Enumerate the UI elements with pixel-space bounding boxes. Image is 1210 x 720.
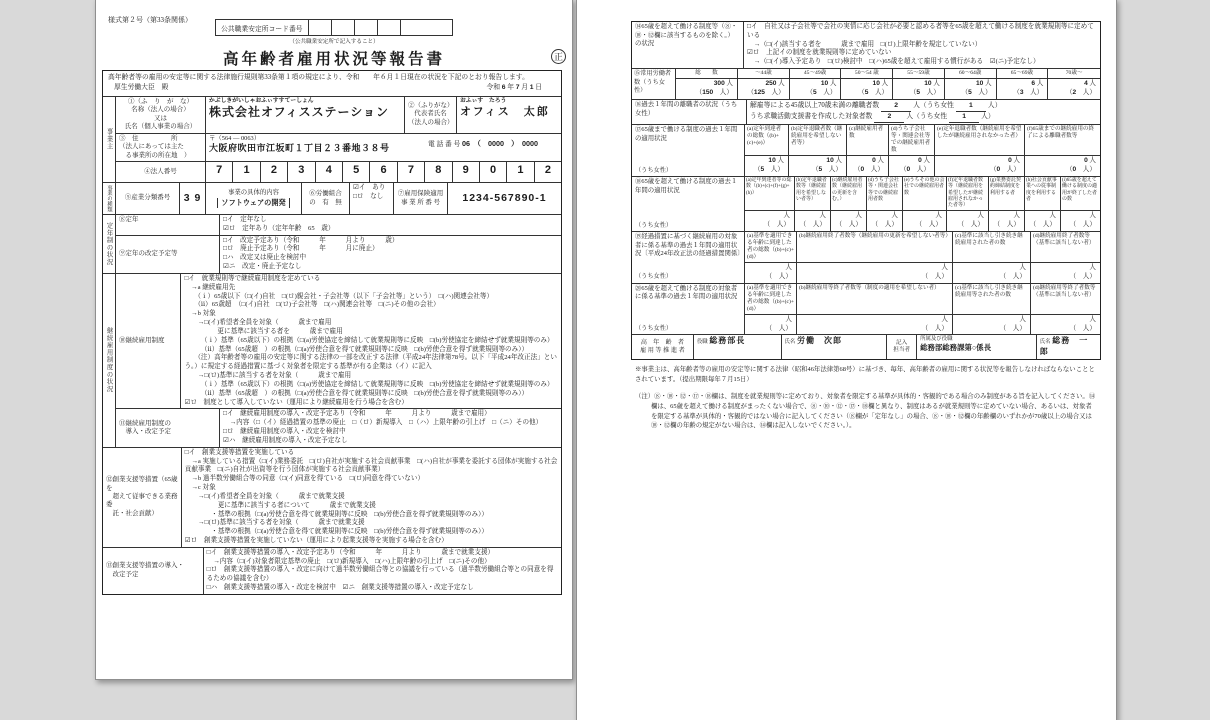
main-form-right [631, 21, 1101, 360]
stat-cell: 10 人 （5 人） [945, 78, 997, 99]
representative-name: オフィス 太郎 [460, 106, 550, 119]
stat-cell-blank: 人 （ 人） [989, 210, 1025, 231]
representative-furigana: おふぃす たろう [460, 97, 507, 104]
date-year-unit: 年 [507, 83, 515, 91]
office-code-note: （公共職業安定所で記入すること） [289, 39, 379, 45]
stat-cell-blank: 人 （ 人） [745, 210, 795, 231]
company-name: 株式会社オフィスステーション [209, 105, 389, 120]
instruction-note: （注）⑧・⑩・⑫・⑰・⑱欄は、制度を就業規則等に定めており、対象者を限定する基準が具体的・客観的である場合のみ制度がある旨を記入してください。⑭欄は、65歳を超えて働ける制度がまったくない場合で、⑧・⑩・⑫・⑰・⑱欄と異なり、制度はあるが就業規則等に定めていない場合、あるいは、対象者を限定する基準が具体的・客観的ではない場合に記入してください（⑧欄が「定年なし」の場合、⑧・⑩・⑫欄の年齢欄のいずれかが70歳以上の場合又は⑩・⑫欄の年齢の規定がない場合は、⑭欄は記入しないでください。）。 [635, 393, 1096, 430]
business-detail-label: 事業の具体的内容 [227, 189, 280, 197]
checkbox-line: ・基準の根拠（□(a)労使合意を得て就業規則等に反映 □(b)労使合意を得ず就業規則等のみ）） [184, 510, 488, 518]
checkbox-line: →□(ロ)基準に該当する者を対象（ 歳まで就業支援 [184, 519, 365, 527]
corporate-number-digit: 2 [261, 162, 288, 182]
field13-options [204, 548, 561, 594]
name-label: 氏名 [784, 339, 796, 346]
field8-options [220, 215, 561, 235]
field18-section [632, 176, 1100, 231]
promoter-name: 労働 次郎 [797, 336, 843, 346]
startup-support-plan-section [103, 547, 561, 594]
promoter-label: 高 年 齢 者 雇 用 等 推 進 者 [632, 335, 694, 359]
main-form-left [102, 70, 562, 595]
checkbox-line: →（□(イ)該当する者を 歳まで雇用 □(ロ)上限年齢を規定していない） [746, 40, 982, 48]
checkbox-line: →（□(イ)導入予定あり □(ロ)検討中 □(ハ)65歳を超えて雇用する慣行がある ☑(ニ)予定なし） [746, 58, 1040, 66]
field14-section [632, 22, 1100, 68]
checkbox-line: □イ 就業規則等で継続雇用制度を定めている [184, 274, 321, 282]
union-option-no: □ロ なし [353, 192, 384, 200]
checkbox-line: ☑ロ 定年あり（定年年齢 65 歳） [223, 224, 335, 232]
field19-label: ⑲経過措置に基づく継続雇用の対象者に係る基準の過去１年間の適用状況〔平成24年改正法の経過措置関係〕 （うち女性） [632, 232, 745, 283]
field17-table [745, 125, 1100, 176]
declaration-line: 高年齢者等の雇用の安定等に関する法律施行規則第33条第１項の規定により、令和 年６月１日現在の状況を下記のとおり報告します。 [108, 74, 529, 81]
col-header: 60～64歳 [945, 69, 997, 78]
field16-section [632, 99, 1100, 124]
postal-code: 〒（564 ― 0063） [209, 134, 261, 142]
office-code-cell [331, 20, 354, 35]
corporate-number-digit: 1 [507, 162, 534, 182]
union-options [350, 183, 394, 214]
separation-line2: うち求職活動支援書を作成した対象者数 2 人（うち女性 1 人） [750, 112, 1097, 123]
col-header: 総 数 [676, 69, 738, 78]
stat-cell: 6 人 （3 人） [997, 78, 1049, 99]
obligation-note: ※事業主は、高年齢者等の雇用の安定等に関する法律（昭和46年法律第68号）に基づき、毎年、高年齢者の雇用に関する状況等を報告しなければならないこととされています。（提出期限毎年７月15日） [635, 366, 1095, 383]
report-date [486, 83, 542, 93]
recorder-dept: 総務部総務課第○係長 [920, 342, 992, 352]
col-header: (h)社会貢献事業への従事制度を利用する者 [1025, 177, 1061, 210]
checkbox-line: □ロ 継続雇用制度の導入・改定を検討中 [223, 428, 346, 436]
business-detail-value: ソフトウェアの開発 [217, 198, 289, 207]
checkbox-line: ☑ロ 制度として導入していない（運用により継続雇用を行う場合を含む） [184, 398, 408, 406]
dept-label: 所属及び役職 [920, 336, 953, 343]
field6-label: ⑥労働組合 の 有 無 [302, 183, 350, 214]
field10-options [181, 274, 561, 408]
form-title: 高年齢者雇用状況等報告書 [222, 51, 445, 68]
field13-label: ⑬創業支援等措置の導入・ 改定予定 [103, 548, 204, 594]
field16-content [747, 100, 1100, 124]
date-month-unit: 月 [521, 83, 529, 91]
checkbox-line: ☑ニ 改定・廃止予定なし [223, 263, 302, 271]
promoter-post-cell [694, 335, 782, 359]
phone-cell [408, 135, 558, 155]
office-code-cell [354, 20, 377, 35]
field14-options [744, 22, 1100, 68]
stat-cell: 0 人 （0 人） [847, 155, 889, 176]
female-sublabel: （うち女性） [635, 166, 673, 174]
checkbox-line: →内容（□（イ）経過措置の基準の廃止 □（ロ）新規導入 □（ハ）上限年齢の引上げ □（ニ）その他） [223, 419, 543, 427]
col-header: (a)基準を適用できる年齢に到達した者の総数（(b)+(c)+(d)） [745, 284, 797, 314]
field5-label: ⑤産業分類番号 [116, 183, 180, 214]
field9-label: ⑨定年の改定予定等 [116, 236, 220, 273]
checkbox-line: ☑ロ 上記イの制度を就業規則等に定めていない [746, 49, 892, 57]
stat-cell-blank: 人 （ 人） [1061, 210, 1100, 231]
col-header: (a)定年到達者の総数（(b)+(c)+(e)） [745, 125, 789, 155]
business-detail-cell [206, 183, 302, 214]
checkbox-line: □イ 改定予定あり（令和 年 月より 歳） [223, 236, 399, 244]
promoter-name-cell [782, 335, 888, 359]
checkbox-line: （ｉ）65歳以下（□(イ)自社 □(ロ)親会社・子会社等（以下「子会社等」という） □(ハ)関連会社等） [184, 292, 494, 300]
phone-number: 06 （ 0000 ） 0000 [462, 139, 538, 149]
corporate-number-digit: 8 [425, 162, 452, 182]
text-line: 更に基準に該当する者を 歳まで雇用 [184, 327, 343, 335]
field15-label: ⑮常用労働者数（うち女性） [632, 69, 676, 99]
col-header: (c)基準に該当し引き続き継続雇用等された者の数 [953, 284, 1031, 314]
phone-label: 電 話 番 号 [428, 141, 461, 149]
col-header: (c)基準に該当し引き続き継続雇用された者の数 [953, 232, 1031, 262]
col-header: (g)業務委託契約締結制度を利用する者 [989, 177, 1025, 210]
checkbox-line: □ロ 創業支援等措置の導入・改定に向けて過半数労働組合等との協議を行っている（過半数労働組合等との同意を得るための協議を含む） [206, 566, 554, 583]
corporate-number-digit: 6 [370, 162, 397, 182]
continued-employment-section [103, 273, 561, 447]
stat-cell: 250 人 （125 人） [738, 78, 790, 99]
field4-label: ④法人番号 [116, 162, 206, 182]
col-header: (d)継続雇用終了者数等（基準に該当しない者） [1033, 233, 1095, 247]
col-header: (b)継続雇用等終了者数等（制度の適用を希望しない者） [797, 284, 953, 314]
checkbox-line: →□(イ)希望者全員を対象（ 歳まで雇用 [184, 319, 332, 327]
checkbox-line: □イ 創業支援等措置を実施している [184, 448, 295, 456]
checkbox-line: □イ 自社又は子会社等で会社の実情に応じ会社が必要と認める者等を65歳を超えて働ける制度を就業規則等に定めている [746, 23, 1094, 39]
text-line: →b 対象 [184, 310, 216, 318]
field9-options [220, 236, 561, 273]
company-name-cell [206, 97, 405, 133]
stat-cell: 10 人 （5 人） [893, 78, 945, 99]
field12-options [182, 448, 561, 547]
checkbox-line: （ⅱ）65歳超 （□(イ)自社 □(ロ)子会社等 □(ハ)関連会社等 □(ニ)その他の会社） [184, 301, 440, 309]
startup-support-section [103, 447, 561, 547]
field14-label: ⑭65歳を超えて働ける制度等（⑧・⑩・⑫欄に該当するものを除く。）の状況 [632, 22, 744, 68]
corporate-number-digit: 7 [206, 162, 233, 182]
field15-section [632, 68, 1100, 99]
checkbox-line: ・基準の根拠（□(a)労使合意を得て就業規則等に反映 □(b)労使合意を得ず就業規則等のみ）） [184, 528, 488, 536]
report-page-2 [576, 0, 1117, 720]
field19-table [745, 232, 1100, 283]
field2-label: ②（ふりがな） 代表者氏名 （法人の場合） [405, 97, 457, 133]
field11-label: ⑪継続雇用制度の 導入・改定予定 [116, 409, 220, 446]
field12-label: ⑫創業支援等措置（65歳を 超えて従事できる業務委 託・社会貢献） [103, 448, 182, 547]
stat-cell-blank: 人 （ 人） [953, 314, 1031, 335]
female-sublabel: （うち女性） [635, 221, 673, 229]
date-day-unit: 日 [535, 83, 542, 91]
col-header: (d)うち子会社等・関連会社等での継続雇用者数 [867, 177, 903, 210]
field17-label: ⑰65歳まで働ける制度の過去１年間の適用状況 （うち女性） [632, 125, 745, 176]
field11-options [220, 409, 561, 446]
field1-label: ①（ふ り が な） 名称（法人の場合） 又は 氏名（個人事業の場合） [116, 97, 206, 133]
stat-cell-blank: 人 （ 人） [795, 210, 831, 231]
col-header: (b)継続雇用終了者数等（継続雇用の更新を希望しない者等） [797, 232, 953, 262]
col-header: (c)継続雇用者数（継続雇用の更新を含む。） [831, 177, 867, 210]
stat-cell: 10 人 （5 人） [789, 155, 847, 176]
col-header: (d)うち子会社等・関連会社等での継続雇用者数 [889, 125, 935, 155]
date-month: 7 [515, 83, 520, 91]
col-header: 50～54 歳 [841, 69, 893, 78]
checkbox-line: （ⅱ）基準（65歳超 ）の根拠（□(a)労使合意を得て就業規則等に反映 □(b)労使合意を得ず就業規則等のみ）） [184, 345, 529, 353]
stat-cell: 300 人 （150 人） [676, 78, 738, 99]
field3-label: ③ 住 所 （法人にあっては主た る事業所の所在地 ） [116, 134, 206, 161]
industry-class-number: 3 9 [180, 183, 206, 214]
checkbox-line: ☑ハ 継続雇用制度の導入・改定予定なし [223, 436, 348, 444]
corporate-number-digit: 2 [544, 164, 551, 176]
col-header: (f)65歳までの継続雇用の終了による離職者数等 [1027, 126, 1095, 140]
field18-table [745, 177, 1100, 231]
col-header: (d)継続雇用等終了者数等（基準に該当しない者） [1033, 284, 1096, 298]
col-header: (a)定年到達者等の総数（(b)+(c)+(f)+(g)+(h)） [745, 177, 795, 210]
col-header: (i)65歳を超えて働ける制度の適用が終了した者の数 [1062, 178, 1098, 202]
field10-label: ⑩継続雇用制度 [116, 274, 181, 408]
office-code-cell [308, 20, 331, 35]
corporate-number-digit: 1 [233, 162, 260, 182]
stat-cell: 0 人 （0 人） [889, 155, 935, 176]
checkbox-line: □イ 創業支援等措置の導入・改定予定あり（令和 年 月より 歳まで就業支援） [206, 548, 495, 556]
col-header: (e)うちその他の会社での継続雇用者数 [903, 177, 947, 210]
stat-cell-blank: 人 （ 人） [947, 210, 989, 231]
checkbox-line: □ハ 創業支援等措置の導入・改定を検討中 ☑ニ 創業支援等措置の導入・改定予定なし [206, 584, 474, 592]
field20-label: ⑳65歳を超えて働ける制度の対象者に係る基準の過去１年間の適用状況 （うち女性） [632, 284, 745, 335]
name-label: 氏名 [1039, 339, 1051, 346]
employer-section [103, 96, 561, 182]
col-header: ～44歳 [738, 69, 790, 78]
col-header: 45～49歳 [790, 69, 842, 78]
stat-cell-blank: 人 （ 人） [745, 314, 797, 335]
checkbox-line: □ロ 廃止予定あり（令和 年 月に廃止） [223, 245, 379, 253]
office-code-box [215, 19, 453, 36]
separation-line1: 解雇等による45歳以上70歳未満の離職者数 2 人（うち女性 1 人） [750, 101, 1097, 112]
corporate-number-digit: 0 [480, 162, 507, 182]
address-cell [206, 134, 561, 161]
industry-section [103, 182, 561, 214]
checkbox-line: □イ 継続雇用制度の導入・改定予定あり（令和 年 月より 歳まで雇用） [223, 410, 491, 418]
recorder-name-cell [1037, 335, 1100, 359]
checkbox-line: （ｉ）基準（65歳以下）の根拠（□(a)労使協定を締結して就業規則等に反映 □(b)労使協定を締結せず就業規則等のみ） [184, 336, 554, 344]
checkbox-line: →□(ロ)基準に該当する者を対象（ 歳まで雇用 [184, 372, 352, 380]
office-code-cell [400, 20, 423, 35]
stat-cell-blank: 人 （ 人） [1031, 262, 1100, 283]
stat-cell-blank: 人 （ 人） [867, 210, 903, 231]
col-header: (f)定年退職者数等（継続雇用を希望したが継続雇用されなかった者等） [947, 177, 989, 210]
checkbox-line: ☑ロ 創業支援等措置を実施していない（運用により起業支援等を実施する場合を含む） [184, 536, 448, 544]
employment-insurance-number: 1234-567890-1 [462, 191, 547, 204]
corporate-number-digit: 4 [316, 162, 343, 182]
promoter-post: 総務部長 [709, 336, 746, 346]
stat-cell-blank: 人 （ 人） [1025, 210, 1061, 231]
corporate-number [206, 162, 561, 182]
checkbox-line: □ハ 改定又は廃止を検討中 [223, 254, 307, 262]
retirement-side-label: 定年制の状況 [103, 215, 116, 273]
report-page-1 [95, 0, 573, 680]
industry-side-label: 事業の種類 [103, 183, 116, 214]
female-sublabel: （うち女性） [635, 273, 673, 281]
office-code-cell [377, 20, 400, 35]
stat-cell: 10 人 （5 人） [745, 155, 789, 176]
stat-cell-blank: 人 （ 人） [797, 314, 953, 335]
field15-table [676, 69, 1100, 99]
stat-cell-blank: 人 （ 人） [745, 262, 797, 283]
recorder-label: 記入 担当者 [887, 335, 917, 359]
recorder-dept-cell [917, 335, 1037, 359]
addressee: 厚生労働大臣 殿 [114, 83, 169, 91]
stat-cell: 10 人 （5 人） [841, 78, 893, 99]
sei-stamp: 正 [551, 49, 566, 64]
checkbox-line: （ｉ）基準（65歳以下）の根拠（□(a)労使協定を締結して就業規則等に反映 □(b)労使協定を締結せず就業規則等のみ） [184, 380, 554, 388]
retirement-section [103, 214, 561, 273]
stat-cell: 10 人 （5 人） [790, 78, 842, 99]
col-header: (a)基準を適用できる年齢に到達した者の総数（(b)+(c)+(d)） [745, 232, 797, 262]
checkbox-line: →b 過半数労働組合等の同意（□(イ)同意を得ている □(ロ)同意を得ていない） [184, 475, 425, 483]
checkbox-line: →a 実施している措置（□(イ)業務委託 □(ロ)自社が実施する社会貢献事業 □(ハ)自社が事業を委託する団体が実施する社会貢献事業 □(ニ)自社が出資等を行う団体が実施する社会貢献事業） [184, 457, 558, 474]
recorder-name: 総務 一郎 [1039, 336, 1089, 357]
checkbox-line: （ⅱ）基準（65歳超 ）の根拠（□(a)労使合意を得て就業規則等に反映 □(b)労使合意を得ず就業規則等のみ）） [184, 389, 529, 397]
corporate-number-digit: 7 [398, 162, 425, 182]
declaration [103, 71, 561, 96]
col-header: 65～69歳 [997, 69, 1049, 78]
field18-label: ⑱65歳を超えて働ける制度の過去１年間の適用状況 （うち女性） [632, 177, 745, 231]
date-era: 令和 [486, 83, 501, 91]
stat-cell-blank: 人 （ 人） [903, 210, 947, 231]
text-line: →c 対象 [184, 484, 216, 492]
date-year: 6 [501, 83, 506, 91]
col-header: (c)継続雇用者数 [847, 125, 889, 155]
field17-section [632, 124, 1100, 176]
field19-section [632, 231, 1100, 283]
address: 大阪府吹田市江坂町１丁目２３番地３８号 [209, 143, 390, 154]
col-header: 70歳～ [1065, 70, 1083, 77]
field8-label: ⑧定年 [116, 215, 220, 235]
post-label: 役職 [696, 339, 708, 346]
stat-cell: 0 人 （0 人） [935, 155, 1025, 176]
date-day: 1 [529, 83, 534, 91]
union-option-yes: ☑イ あり [353, 184, 386, 191]
checkbox-line: □イ 定年なし [223, 216, 267, 223]
promoter-row [632, 334, 1100, 359]
corporate-number-digit: 3 [288, 162, 315, 182]
stat-cell-blank: 人 （ 人） [797, 262, 953, 283]
stat-cell-blank: 人 （ 人） [1031, 314, 1100, 335]
office-code-label: 公共職業安定所コード番号 [221, 26, 303, 33]
text-line: →a 継続雇用先 [184, 283, 236, 291]
stat-cell-blank: 人 （ 人） [831, 210, 867, 231]
stat-cell: 0 人 （0 人） [1025, 155, 1100, 176]
employer-side-label: 事業主 [103, 97, 116, 182]
corporate-number-digit: 5 [343, 162, 370, 182]
text-line: （注）高年齢者等の雇用の安定等に関する法律の一部を改正する法律（平成24年法律第78号。以下「平成24年改正法」という。）に規定する経過措置に基づく対象者を限定する基準が有る企業は（イ）に記入 [184, 354, 557, 371]
stat-cell-blank: 人 （ 人） [953, 262, 1031, 283]
company-furigana: かぶしきがいしゃおふぃすすてーしょん [209, 97, 314, 104]
col-header: (e)定年退職者数（継続雇用を希望したが継続雇用されなかった者） [935, 125, 1025, 155]
continued-employment-side-label: 継続雇用制度の状況 [103, 274, 116, 447]
field16-label: ⑯過去１年間の離職者の状況（うち女性） [632, 100, 747, 124]
field7-label: ⑦雇用保険適用 事 業 所 番 号 [394, 183, 448, 214]
col-header: (b)定年退職者数等（継続雇用を希望しない者等） [795, 177, 831, 210]
col-header: 55～59歳 [893, 69, 945, 78]
checkbox-line: →内容（□(イ)対象者限定基準の廃止 □(ロ)新規導入 □(ハ)上限年齢の引上げ □(ニ)その他） [206, 557, 491, 565]
col-header: (b)定年退職者数（継続雇用を希望しない者等） [789, 125, 847, 155]
field20-section [632, 283, 1100, 335]
title-row [96, 47, 572, 67]
stat-cell: 4 人 （2 人） [1048, 78, 1100, 99]
representative-cell [457, 97, 561, 133]
checkbox-line: →□(イ)希望者全員を対象（ 歳まで就業支援 [184, 492, 345, 500]
female-sublabel: （うち女性） [635, 325, 673, 333]
field20-table [745, 284, 1100, 335]
corporate-number-digit: 9 [453, 162, 480, 182]
text-line: 更に基準に該当する者について 歳まで就業支援 [184, 501, 376, 509]
form-number: 様式第２号（第33条関係） [108, 16, 192, 24]
